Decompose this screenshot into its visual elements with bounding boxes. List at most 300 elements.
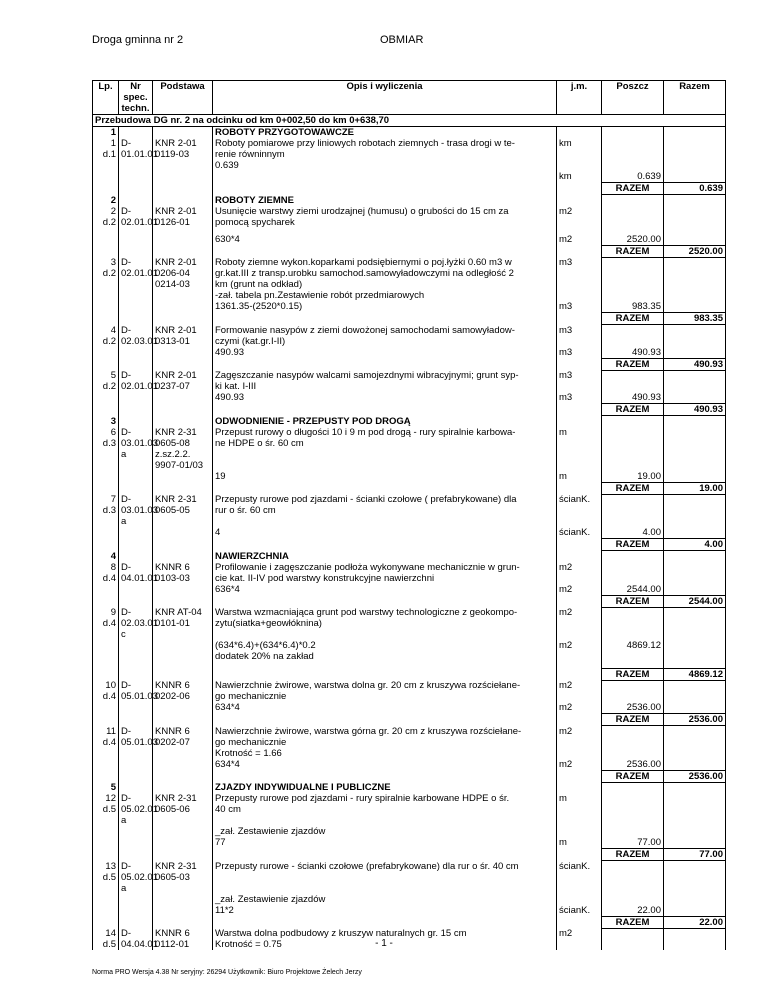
quantity-cell <box>602 680 664 691</box>
empty-cell <box>664 171 726 183</box>
project-title: Przebudowa DG nr. 2 na odcinku od km 0+002,50 do km 0+638,70 <box>93 115 726 127</box>
empty-cell <box>664 651 726 662</box>
spec-cell: 05.02.01 <box>119 872 153 883</box>
empty-cell <box>213 313 557 325</box>
spec-cell: a <box>119 815 153 826</box>
quantity-cell: 4.00 <box>602 527 664 539</box>
unit-cell: km <box>557 171 602 183</box>
description-cell: Profilowanie i zagęszczanie podłoża wykonywane mechanicznie w grun- <box>213 562 557 573</box>
empty-cell <box>664 301 726 313</box>
description-cell: ne HDPE o śr. 60 cm <box>213 438 557 449</box>
item-row <box>93 257 726 268</box>
empty-cell <box>664 416 726 427</box>
razem-value: 983.35 <box>664 313 726 325</box>
quantity-cell <box>602 460 664 471</box>
empty-cell <box>213 245 557 257</box>
empty-cell <box>664 336 726 347</box>
item-row <box>93 325 726 336</box>
spec-cell: D- <box>119 427 153 438</box>
continuation-row <box>93 505 726 516</box>
item-row <box>93 793 726 804</box>
razem-value: 2544.00 <box>664 595 726 607</box>
document-header-title: OBMIAR <box>380 34 424 46</box>
basis-cell <box>153 527 213 539</box>
empty-cell <box>664 290 726 301</box>
lp-cell <box>93 837 119 849</box>
razem-value: 2536.00 <box>664 714 726 726</box>
quantity-cell: 2536.00 <box>602 702 664 714</box>
razem-value: 490.93 <box>664 358 726 370</box>
lp-cell <box>93 279 119 290</box>
empty-cell <box>119 849 153 861</box>
spec-cell <box>119 640 153 651</box>
continuation-row <box>93 872 726 883</box>
quantity-cell <box>602 691 664 702</box>
empty-cell <box>664 138 726 149</box>
spec-cell: c <box>119 629 153 640</box>
basis-cell <box>153 171 213 183</box>
basis-cell <box>153 471 213 483</box>
razem-label: RAZEM <box>602 404 664 416</box>
spec-cell: 03.01.03 <box>119 438 153 449</box>
lp-cell <box>93 160 119 171</box>
empty-cell <box>664 149 726 160</box>
basis-cell <box>153 905 213 917</box>
description-cell: rur o śr. 60 cm <box>213 505 557 516</box>
unit-cell: m <box>557 793 602 804</box>
lp-cell: 9 <box>93 607 119 618</box>
empty-cell <box>557 127 602 139</box>
item-row <box>93 370 726 381</box>
razem-value: 77.00 <box>664 849 726 861</box>
spec-cell <box>119 301 153 313</box>
empty-cell <box>664 607 726 618</box>
empty-cell <box>664 206 726 217</box>
lp-cell <box>93 516 119 527</box>
spec-cell: D- <box>119 793 153 804</box>
empty-cell <box>119 195 153 206</box>
value-row <box>93 527 726 539</box>
unit-cell <box>557 279 602 290</box>
unit-cell <box>557 438 602 449</box>
quantity-cell: 77.00 <box>602 837 664 849</box>
quantity-cell <box>602 573 664 584</box>
lp-cell: 4 <box>93 325 119 336</box>
value-row <box>93 905 726 917</box>
razem-row <box>93 183 726 195</box>
empty-cell <box>557 358 602 370</box>
description-cell: dodatek 20% na zakład <box>213 651 557 662</box>
basis-cell <box>153 584 213 596</box>
continuation-row <box>93 894 726 905</box>
empty-cell <box>119 358 153 370</box>
page-number: - 1 - <box>375 938 393 949</box>
section-title: ZJAZDY INDYWIDUALNE I PUBLICZNE <box>213 782 557 793</box>
spec-cell: 01.01.01 <box>119 149 153 160</box>
basis-cell <box>153 748 213 759</box>
quantity-cell <box>602 160 664 171</box>
basis-cell <box>153 290 213 301</box>
razem-label: RAZEM <box>602 668 664 680</box>
basis-cell: 0126-01 <box>153 217 213 228</box>
quantity-cell <box>602 737 664 748</box>
spec-cell <box>119 471 153 483</box>
empty-cell <box>664 584 726 596</box>
spec-cell: a <box>119 883 153 894</box>
empty-cell <box>664 438 726 449</box>
unit-cell <box>557 748 602 759</box>
value-row <box>93 702 726 714</box>
empty-cell <box>557 245 602 257</box>
col-podstawa: Podstawa <box>153 81 213 115</box>
description-cell: Formowanie nasypów z ziemi dowożonej samochodami samowyładow- <box>213 325 557 336</box>
quantity-cell <box>602 370 664 381</box>
empty-cell <box>557 539 602 551</box>
lp-cell <box>93 629 119 640</box>
empty-cell <box>664 573 726 584</box>
spec-cell: 02.01.01 <box>119 268 153 279</box>
empty-cell <box>602 416 664 427</box>
description-cell: Roboty pomiarowe przy liniowych robotach ziemnych - trasa drogi w te- <box>213 138 557 149</box>
unit-cell: m3 <box>557 301 602 313</box>
empty-cell <box>213 770 557 782</box>
section-row <box>93 416 726 427</box>
description-cell: (634*6.4)+(634*6.4)*0.2 <box>213 640 557 651</box>
spec-cell: D- <box>119 206 153 217</box>
value-row <box>93 392 726 404</box>
unit-cell: m2 <box>557 562 602 573</box>
lp-cell <box>93 640 119 651</box>
empty-cell <box>119 668 153 680</box>
lp-cell: 13 <box>93 861 119 872</box>
spec-cell <box>119 234 153 246</box>
description-cell: 0.639 <box>213 160 557 171</box>
unit-cell <box>557 449 602 460</box>
spec-cell: 02.01.01 <box>119 381 153 392</box>
description-cell: 490.93 <box>213 347 557 359</box>
empty-cell <box>93 595 119 607</box>
razem-row <box>93 595 726 607</box>
quantity-cell <box>602 438 664 449</box>
empty-cell <box>119 245 153 257</box>
empty-cell <box>664 471 726 483</box>
basis-cell <box>153 516 213 527</box>
description-cell: -zał. tabela pn.Zestawienie robót przedmiarowych <box>213 290 557 301</box>
section-title: NAWIERZCHNIA <box>213 551 557 562</box>
quantity-cell <box>602 494 664 505</box>
description-cell: 630*4 <box>213 234 557 246</box>
empty-cell <box>664 837 726 849</box>
empty-cell <box>664 392 726 404</box>
lp-cell: d.5 <box>93 804 119 815</box>
quantity-cell <box>602 651 664 662</box>
empty-cell <box>153 482 213 494</box>
razem-value: 22.00 <box>664 916 726 928</box>
value-row <box>93 837 726 849</box>
description-cell: 4 <box>213 527 557 539</box>
empty-cell <box>213 404 557 416</box>
empty-cell <box>664 494 726 505</box>
lp-cell <box>93 347 119 359</box>
continuation-row <box>93 160 726 171</box>
unit-cell <box>557 872 602 883</box>
empty-cell <box>557 195 602 206</box>
basis-cell: KNR 2-01 <box>153 325 213 336</box>
quantity-cell <box>602 206 664 217</box>
unit-cell: km <box>557 138 602 149</box>
spec-cell <box>119 826 153 837</box>
col-lp: Lp. <box>93 81 119 115</box>
description-cell <box>213 171 557 183</box>
quantity-cell <box>602 257 664 268</box>
unit-cell <box>557 336 602 347</box>
lp-cell: d.4 <box>93 691 119 702</box>
empty-cell <box>119 916 153 928</box>
empty-cell <box>119 595 153 607</box>
spec-cell <box>119 748 153 759</box>
description-cell: Nawierzchnie żwirowe, warstwa górna gr. 20 cm z kruszywa rozściełane- <box>213 726 557 737</box>
basis-cell: z.sz.2.2. <box>153 449 213 460</box>
empty-cell <box>557 313 602 325</box>
basis-cell: 0214-03 <box>153 279 213 290</box>
empty-cell <box>664 234 726 246</box>
unit-cell <box>557 651 602 662</box>
empty-cell <box>93 245 119 257</box>
item-row <box>93 607 726 618</box>
empty-cell <box>664 347 726 359</box>
quantity-cell <box>602 748 664 759</box>
basis-cell: KNNR 6 <box>153 680 213 691</box>
unit-cell: m2 <box>557 680 602 691</box>
lp-cell <box>93 759 119 771</box>
basis-cell <box>153 234 213 246</box>
empty-cell <box>664 618 726 629</box>
empty-cell <box>93 482 119 494</box>
unit-cell <box>557 737 602 748</box>
empty-cell <box>153 668 213 680</box>
quantity-cell <box>602 290 664 301</box>
description-cell <box>213 516 557 527</box>
continuation-row <box>93 629 726 640</box>
empty-cell <box>213 482 557 494</box>
spec-cell <box>119 584 153 596</box>
basis-cell <box>153 392 213 404</box>
lp-cell <box>93 748 119 759</box>
lp-cell <box>93 651 119 662</box>
empty-cell <box>213 668 557 680</box>
spec-cell <box>119 171 153 183</box>
quantity-cell <box>602 138 664 149</box>
empty-cell <box>664 782 726 793</box>
unit-cell: ścianK. <box>557 861 602 872</box>
unit-cell <box>557 505 602 516</box>
basis-cell <box>153 640 213 651</box>
spec-cell: D- <box>119 680 153 691</box>
lp-cell: 3 <box>93 257 119 268</box>
lp-cell: d.2 <box>93 268 119 279</box>
description-cell: Przepusty rurowe pod zjazdami - rury spiralnie karbowane HDPE o śr. <box>213 793 557 804</box>
description-cell: go mechanicznie <box>213 691 557 702</box>
continuation-row <box>93 883 726 894</box>
empty-cell <box>557 416 602 427</box>
empty-cell <box>602 195 664 206</box>
value-row <box>93 171 726 183</box>
basis-cell: 0605-03 <box>153 872 213 883</box>
spec-cell <box>119 905 153 917</box>
continuation-row <box>93 290 726 301</box>
lp-cell: 10 <box>93 680 119 691</box>
description-cell: zytu(siatka+geowłóknina) <box>213 618 557 629</box>
unit-cell <box>557 381 602 392</box>
quantity-cell <box>602 793 664 804</box>
spec-cell <box>119 347 153 359</box>
quantity-cell <box>602 861 664 872</box>
unit-cell <box>557 516 602 527</box>
razem-label: RAZEM <box>602 245 664 257</box>
basis-cell: KNNR 6 <box>153 726 213 737</box>
empty-cell <box>153 770 213 782</box>
col-jm: j.m. <box>557 81 602 115</box>
unit-cell <box>557 815 602 826</box>
empty-cell <box>557 551 602 562</box>
empty-cell <box>664 894 726 905</box>
section-number: 4 <box>93 551 119 562</box>
empty-cell <box>93 714 119 726</box>
unit-cell: m2 <box>557 640 602 651</box>
empty-cell <box>119 482 153 494</box>
continuation-row <box>93 748 726 759</box>
description-cell <box>213 883 557 894</box>
empty-cell <box>213 358 557 370</box>
unit-cell <box>557 691 602 702</box>
continuation-row <box>93 268 726 279</box>
empty-cell <box>119 539 153 551</box>
quantity-cell: 4869.12 <box>602 640 664 651</box>
spec-cell: D- <box>119 607 153 618</box>
basis-cell: 0202-06 <box>153 691 213 702</box>
item-row <box>93 726 726 737</box>
empty-cell <box>153 539 213 551</box>
value-row <box>93 759 726 771</box>
empty-cell <box>153 127 213 139</box>
empty-cell <box>602 782 664 793</box>
unit-cell: ścianK. <box>557 494 602 505</box>
value-row <box>93 640 726 651</box>
empty-cell <box>153 313 213 325</box>
unit-cell: ścianK. <box>557 527 602 539</box>
description-cell: Przepusty rurowe pod zjazdami - ścianki czołowe ( prefabrykowane) dla <box>213 494 557 505</box>
lp-cell: 11 <box>93 726 119 737</box>
quantity-cell: 22.00 <box>602 905 664 917</box>
empty-cell <box>557 482 602 494</box>
unit-cell <box>557 618 602 629</box>
basis-cell: KNR 2-01 <box>153 138 213 149</box>
empty-cell <box>213 916 557 928</box>
software-note: Norma PRO Wersja 4.38 Nr seryjny: 26294 Użytkownik: Biuro Projektowe Żelech Jerzy <box>92 969 362 976</box>
unit-cell: m3 <box>557 347 602 359</box>
empty-cell <box>664 527 726 539</box>
spec-cell: D- <box>119 928 153 939</box>
spec-cell: D- <box>119 257 153 268</box>
continuation-row <box>93 460 726 471</box>
empty-cell <box>664 195 726 206</box>
empty-cell <box>119 782 153 793</box>
razem-row <box>93 668 726 680</box>
description-cell: 1361.35-(2520*0.15) <box>213 301 557 313</box>
empty-cell <box>602 551 664 562</box>
lp-cell <box>93 301 119 313</box>
empty-cell <box>93 849 119 861</box>
continuation-row <box>93 381 726 392</box>
basis-cell <box>153 347 213 359</box>
basis-cell <box>153 301 213 313</box>
value-row <box>93 234 726 246</box>
quantity-cell <box>602 883 664 894</box>
continuation-row <box>93 618 726 629</box>
description-cell: _zał. Zestawienie zjazdów <box>213 894 557 905</box>
razem-row <box>93 916 726 928</box>
empty-cell <box>664 691 726 702</box>
spec-cell <box>119 651 153 662</box>
empty-cell <box>153 183 213 195</box>
item-row <box>93 427 726 438</box>
empty-cell <box>664 427 726 438</box>
empty-cell <box>664 804 726 815</box>
unit-cell: m3 <box>557 392 602 404</box>
basis-cell: KNR 2-31 <box>153 494 213 505</box>
spec-cell: 05.01.03 <box>119 737 153 748</box>
empty-cell <box>664 629 726 640</box>
description-cell: Usunięcie warstwy ziemi urodzajnej (humusu) o grubości do 15 cm za <box>213 206 557 217</box>
basis-cell <box>153 894 213 905</box>
unit-cell: m2 <box>557 702 602 714</box>
continuation-row <box>93 804 726 815</box>
lp-cell: d.2 <box>93 336 119 347</box>
unit-cell <box>557 460 602 471</box>
description-cell: pomocą spycharek <box>213 217 557 228</box>
basis-cell: 0605-05 <box>153 505 213 516</box>
empty-cell <box>664 815 726 826</box>
quantity-cell <box>602 505 664 516</box>
section-number: 2 <box>93 195 119 206</box>
lp-cell: d.4 <box>93 573 119 584</box>
spec-cell: a <box>119 449 153 460</box>
razem-row <box>93 404 726 416</box>
unit-cell: m <box>557 427 602 438</box>
description-cell: 19 <box>213 471 557 483</box>
empty-cell <box>93 916 119 928</box>
spec-cell <box>119 160 153 171</box>
razem-row <box>93 358 726 370</box>
basis-cell: 0112-01 <box>153 939 213 950</box>
spec-cell <box>119 392 153 404</box>
value-row <box>93 347 726 359</box>
basis-cell: 9907-01/03 <box>153 460 213 471</box>
empty-cell <box>557 183 602 195</box>
razem-row <box>93 849 726 861</box>
empty-cell <box>557 770 602 782</box>
razem-row <box>93 770 726 782</box>
basis-cell <box>153 160 213 171</box>
description-cell: 634*4 <box>213 702 557 714</box>
razem-label: RAZEM <box>602 770 664 782</box>
empty-cell <box>664 279 726 290</box>
section-title: ODWODNIENIE - PRZEPUSTY POD DROGĄ <box>213 416 557 427</box>
basis-cell: KNR 2-31 <box>153 793 213 804</box>
quantity-cell: 2520.00 <box>602 234 664 246</box>
project-title-row <box>93 115 726 127</box>
lp-cell: 14 <box>93 928 119 939</box>
